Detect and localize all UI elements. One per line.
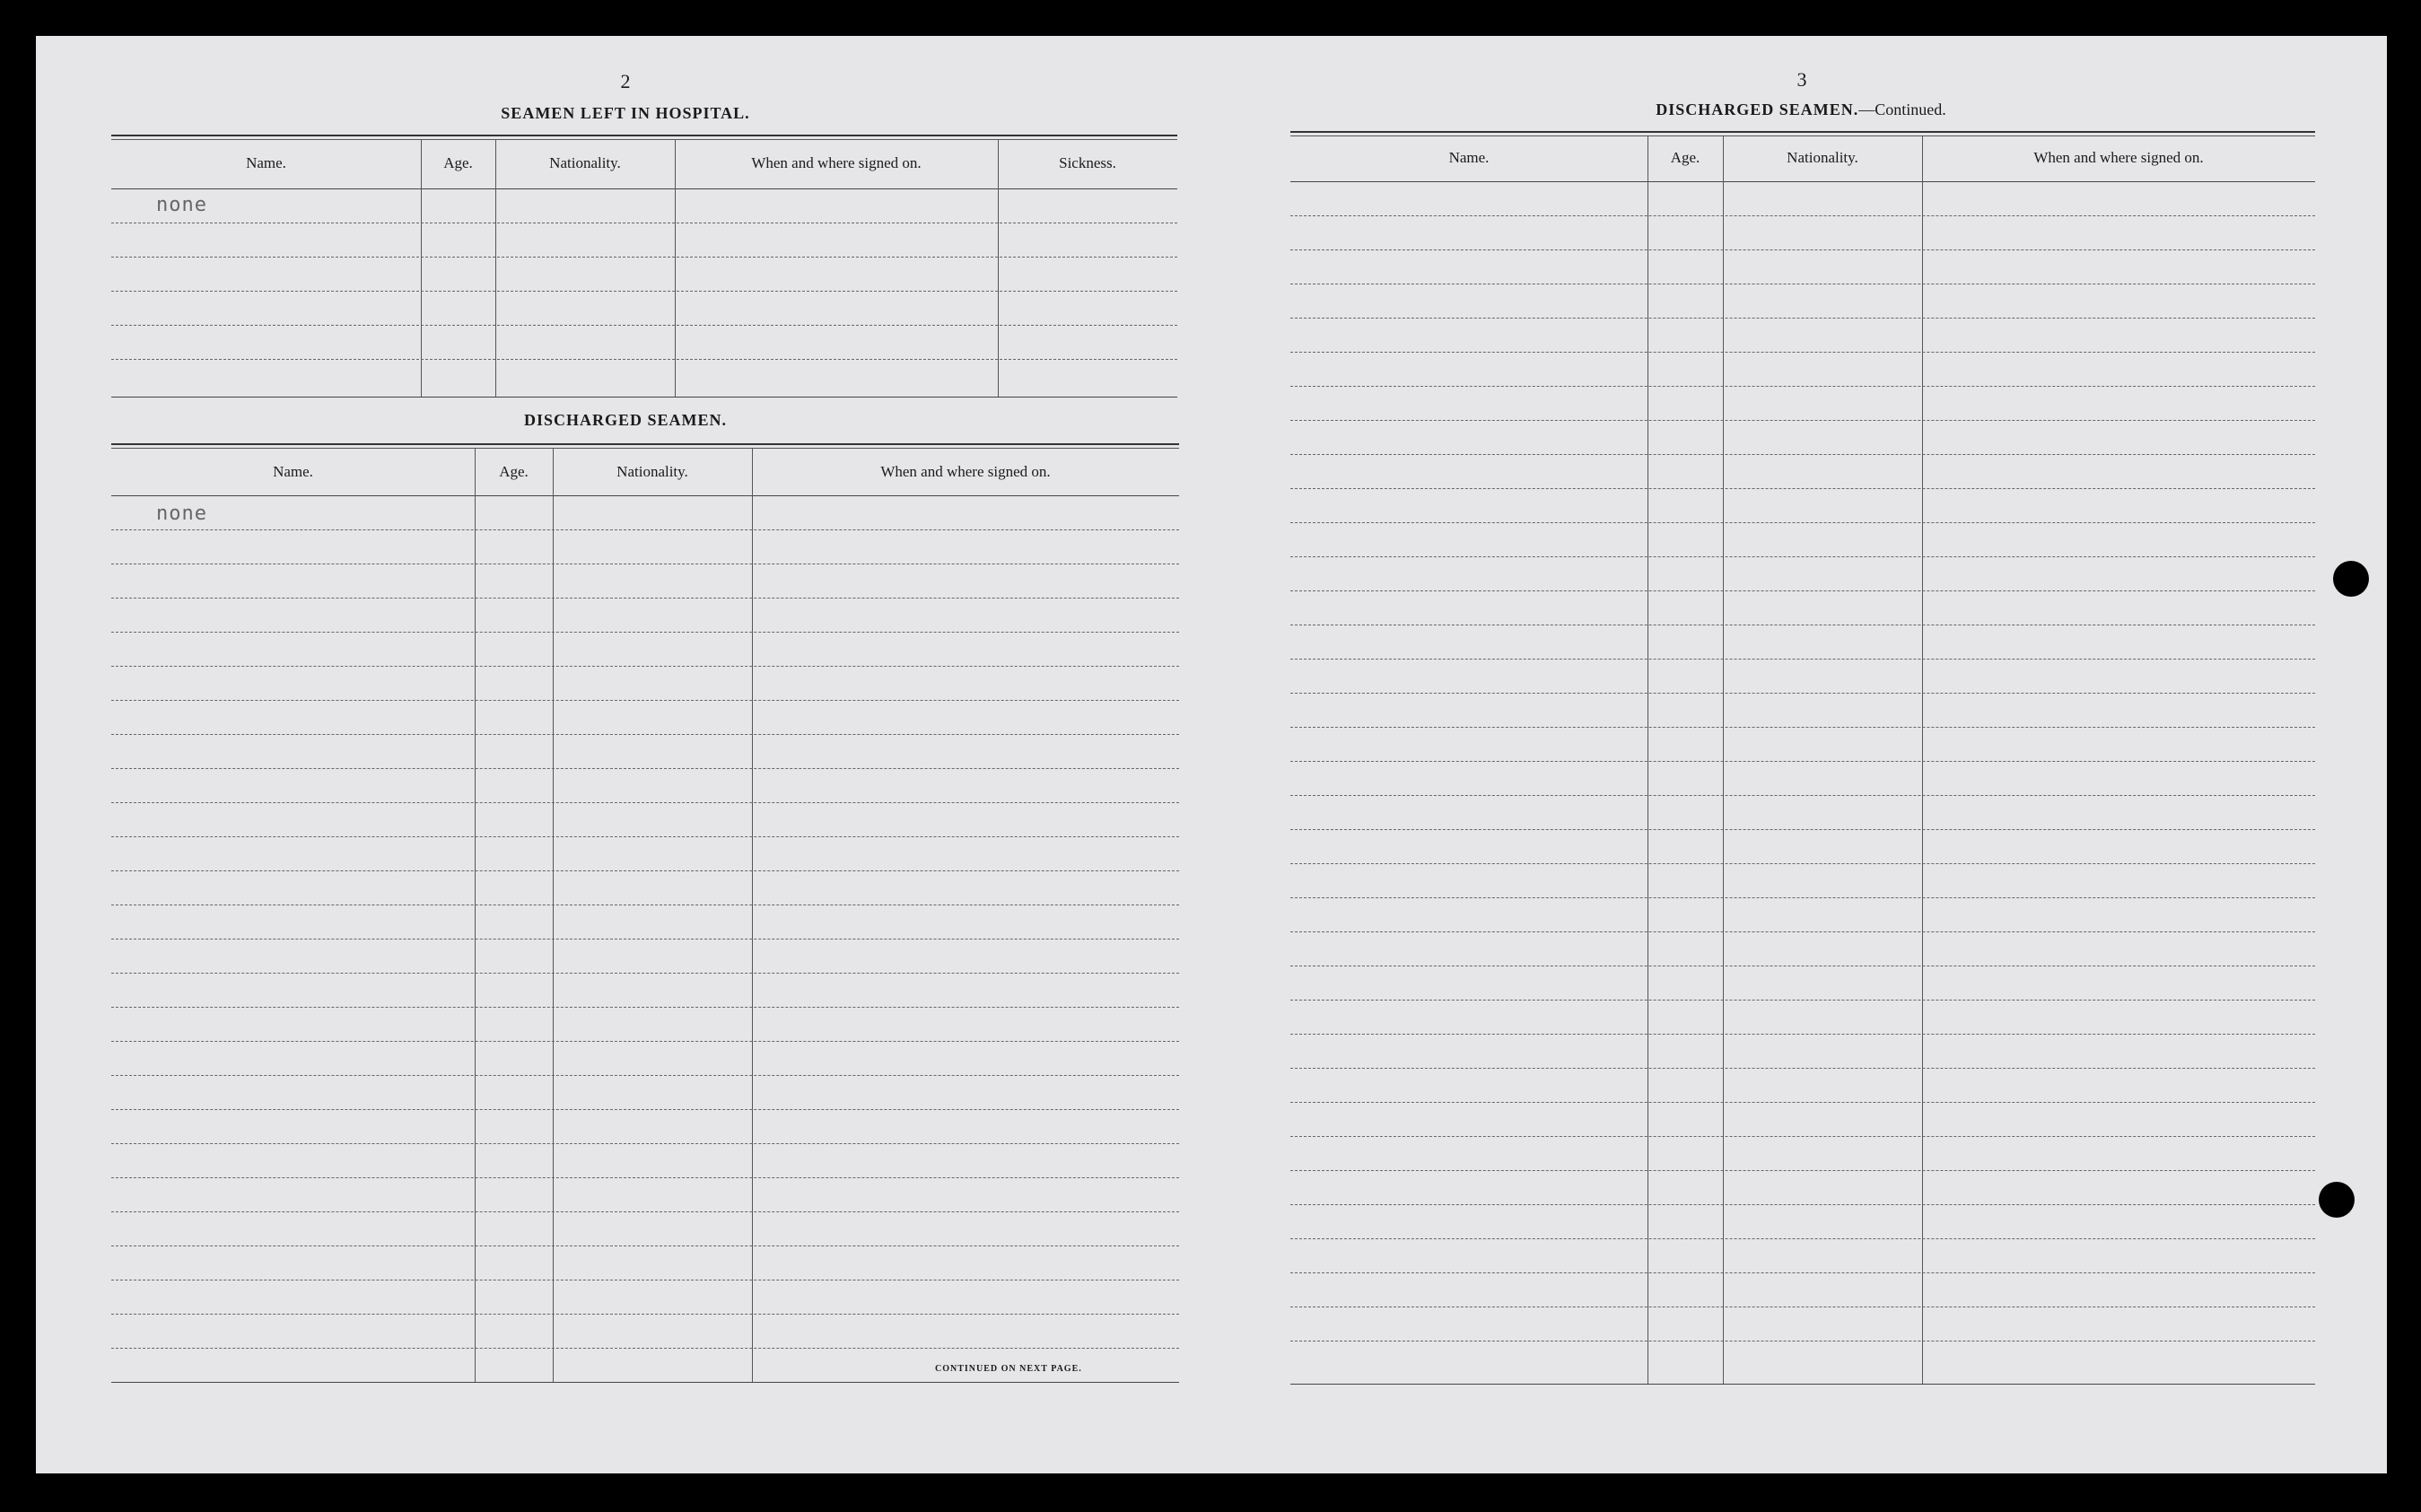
table-row bbox=[111, 870, 1179, 871]
table-top-rule bbox=[111, 135, 1177, 140]
table-row bbox=[111, 1314, 1179, 1315]
col-header-signed-on: When and where signed on. bbox=[880, 463, 1051, 480]
table-row bbox=[111, 734, 1179, 735]
discharged-entry-text: none bbox=[156, 503, 207, 525]
table-row bbox=[1290, 1204, 2315, 1205]
table-row bbox=[1290, 1068, 2315, 1069]
table-row bbox=[1290, 863, 2315, 864]
table-row bbox=[111, 1109, 1179, 1110]
table-bottom-rule bbox=[1290, 1384, 2315, 1385]
table-row bbox=[111, 325, 1177, 326]
table-row bbox=[1290, 215, 2315, 216]
table-row bbox=[1290, 1102, 2315, 1103]
table-row bbox=[1290, 1238, 2315, 1239]
discharged-title-suffix: —Continued. bbox=[1858, 101, 1946, 118]
column-divider bbox=[475, 449, 476, 1382]
col-header-age: Age. bbox=[443, 154, 473, 171]
column-divider bbox=[752, 449, 753, 1382]
table-row bbox=[1290, 318, 2315, 319]
table-row bbox=[111, 1041, 1179, 1042]
discharged-table-right bbox=[1290, 131, 2315, 1396]
table-row bbox=[111, 257, 1177, 258]
table-row bbox=[1290, 795, 2315, 796]
document-sheet bbox=[36, 36, 2387, 1473]
table-row bbox=[1290, 454, 2315, 455]
table-row bbox=[111, 359, 1177, 360]
hospital-entry-text: none bbox=[156, 194, 207, 216]
hospital-table bbox=[111, 135, 1177, 431]
punch-hole bbox=[2319, 1182, 2355, 1218]
table-row bbox=[1290, 1000, 2315, 1001]
table-row bbox=[111, 1007, 1179, 1008]
column-divider bbox=[1723, 136, 1724, 1384]
table-row bbox=[1290, 590, 2315, 591]
table-row bbox=[1290, 249, 2315, 250]
table-row bbox=[111, 1143, 1179, 1144]
discharged-table-left bbox=[111, 443, 1179, 1412]
table-row bbox=[1290, 727, 2315, 728]
discharged-title-main: DISCHARGED SEAMEN. bbox=[1656, 101, 1859, 118]
table-bottom-rule bbox=[111, 1382, 1179, 1383]
table-row bbox=[111, 1075, 1179, 1076]
table-row bbox=[111, 291, 1177, 292]
table-row bbox=[111, 529, 1179, 530]
header-bottom-rule bbox=[111, 188, 1177, 189]
table-bottom-rule bbox=[111, 397, 1177, 398]
col-header-signed-on: When and where signed on. bbox=[751, 154, 922, 171]
col-header-name: Name. bbox=[246, 154, 286, 171]
col-header-nationality: Nationality. bbox=[616, 463, 688, 480]
column-divider bbox=[1922, 136, 1923, 1384]
table-row bbox=[1290, 488, 2315, 489]
table-row bbox=[111, 1211, 1179, 1212]
table-row bbox=[111, 700, 1179, 701]
discharged-section-title: DISCHARGED SEAMEN. bbox=[523, 411, 728, 429]
table-row bbox=[111, 1177, 1179, 1178]
table-row bbox=[111, 939, 1179, 940]
col-header-age: Age. bbox=[1670, 149, 1700, 166]
table-row bbox=[1290, 693, 2315, 694]
continued-note: CONTINUED ON NEXT PAGE. bbox=[935, 1364, 1082, 1374]
col-header-name: Name. bbox=[273, 463, 313, 480]
header-bottom-rule bbox=[111, 495, 1179, 496]
col-header-signed-on: When and where signed on. bbox=[2033, 149, 2204, 166]
table-row bbox=[111, 632, 1179, 633]
table-row bbox=[1290, 931, 2315, 932]
table-row bbox=[1290, 1272, 2315, 1273]
column-divider bbox=[553, 449, 554, 1382]
table-row bbox=[111, 666, 1179, 667]
header-bottom-rule bbox=[1290, 181, 2315, 182]
col-header-age: Age. bbox=[499, 463, 529, 480]
table-row bbox=[1290, 522, 2315, 523]
table-row bbox=[111, 1245, 1179, 1246]
table-row bbox=[111, 768, 1179, 769]
hospital-section-title: SEAMEN LEFT IN HOSPITAL. bbox=[501, 104, 750, 122]
table-row bbox=[111, 973, 1179, 974]
table-row bbox=[111, 802, 1179, 803]
right-page-number: 3 bbox=[1796, 68, 1807, 91]
table-row bbox=[1290, 386, 2315, 387]
table-row bbox=[1290, 1136, 2315, 1137]
discharged-continued-title bbox=[1532, 101, 2070, 119]
table-top-rule bbox=[1290, 131, 2315, 136]
table-row bbox=[111, 1348, 1179, 1349]
table-row bbox=[1290, 352, 2315, 353]
table-row bbox=[1290, 556, 2315, 557]
col-header-nationality: Nationality. bbox=[1787, 149, 1858, 166]
table-row bbox=[1290, 1170, 2315, 1171]
table-row bbox=[1290, 659, 2315, 660]
punch-hole bbox=[2333, 561, 2369, 597]
table-row bbox=[1290, 829, 2315, 830]
col-header-nationality: Nationality. bbox=[549, 154, 621, 171]
table-row bbox=[1290, 1034, 2315, 1035]
col-header-name: Name. bbox=[1448, 149, 1490, 166]
left-page-number: 2 bbox=[620, 70, 631, 92]
table-row bbox=[1290, 420, 2315, 421]
table-row bbox=[1290, 1341, 2315, 1342]
table-row bbox=[1290, 761, 2315, 762]
col-header-sickness: Sickness. bbox=[1059, 154, 1116, 171]
table-row bbox=[1290, 897, 2315, 898]
table-top-rule bbox=[111, 443, 1179, 449]
table-row bbox=[111, 598, 1179, 599]
table-row bbox=[111, 836, 1179, 837]
